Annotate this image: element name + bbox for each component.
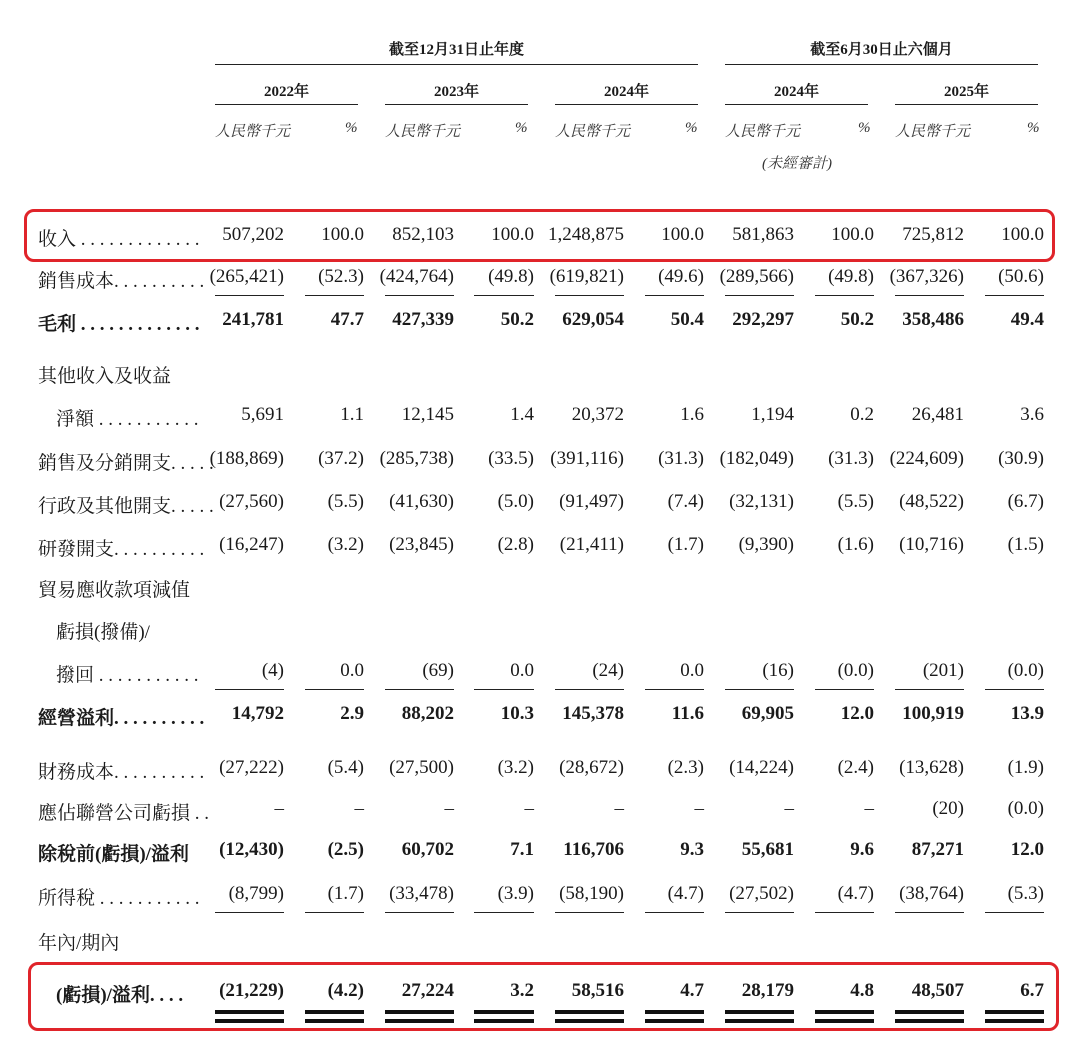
subtotal-rule — [815, 295, 874, 296]
year-underline — [385, 104, 528, 105]
amount-cell: 5,691 — [241, 404, 284, 425]
percent-cell: (7.4) — [667, 491, 704, 512]
subtotal-rule — [474, 912, 534, 913]
percent-cell: (6.7) — [1007, 491, 1044, 512]
amount-cell: (619,821) — [549, 266, 624, 287]
total-double-rule — [895, 1019, 964, 1027]
subtotal-rule — [215, 295, 284, 296]
year-underline — [725, 104, 868, 105]
subtotal-rule — [474, 295, 534, 296]
amount-cell: (24) — [592, 660, 624, 681]
amount-cell: 116,706 — [563, 839, 624, 860]
year-underline — [895, 104, 1038, 105]
total-double-rule — [645, 1010, 704, 1018]
amount-cell: (27,222) — [219, 757, 284, 778]
percent-cell: (0.0) — [837, 660, 874, 681]
total-double-rule — [555, 1010, 624, 1018]
percent-cell: 100.0 — [661, 224, 704, 245]
year-header: 2023年 — [433, 84, 479, 100]
amount-cell: 26,481 — [911, 404, 964, 425]
percent-cell: (3.2) — [327, 534, 364, 555]
percent-cell: – — [864, 798, 874, 819]
amount-cell: 427,339 — [392, 309, 454, 330]
row-label: 所得稅 . . . . . . . . . . . — [38, 888, 200, 909]
subtotal-rule — [215, 912, 284, 913]
unaudited-note: (未經審計) — [762, 156, 832, 172]
percent-cell: 50.2 — [840, 309, 874, 330]
total-double-rule — [555, 1019, 624, 1027]
amount-cell: (9,390) — [738, 534, 794, 555]
amount-cell: (12,430) — [219, 839, 284, 860]
unit-pct-label: % — [515, 120, 528, 136]
amount-cell: 241,781 — [222, 309, 284, 330]
amount-cell: (91,497) — [559, 491, 624, 512]
percent-cell: (2.3) — [667, 757, 704, 778]
percent-cell: (5.5) — [327, 491, 364, 512]
row-label: 研發開支. . . . . . . . . . — [38, 539, 205, 560]
amount-cell: (424,764) — [379, 266, 454, 287]
percent-cell: 9.6 — [850, 839, 874, 860]
subtotal-rule — [895, 295, 964, 296]
total-double-rule — [305, 1010, 364, 1018]
amount-cell: (13,628) — [899, 757, 964, 778]
amount-cell: (32,131) — [729, 491, 794, 512]
amount-cell: (28,672) — [559, 757, 624, 778]
percent-cell: 6.7 — [1020, 980, 1044, 1001]
amount-cell: – — [784, 798, 794, 819]
subtotal-rule — [645, 295, 704, 296]
amount-cell: (20) — [932, 798, 964, 819]
percent-cell: 100.0 — [1001, 224, 1044, 245]
row-label: 銷售及分銷開支. . . . . — [38, 453, 214, 474]
group-header-fiscal-year: 截至12月31日止年度 — [388, 42, 524, 58]
amount-cell: 28,179 — [741, 980, 794, 1001]
row-label: 收入 . . . . . . . . . . . . . — [38, 229, 200, 250]
subtotal-rule — [474, 689, 534, 690]
amount-cell: 581,863 — [732, 224, 794, 245]
unit-pct-label: % — [345, 120, 358, 136]
percent-cell: (0.0) — [1007, 660, 1044, 681]
row-label: 經營溢利. . . . . . . . . . — [38, 708, 205, 729]
amount-cell: (182,049) — [719, 448, 794, 469]
amount-cell: (27,500) — [389, 757, 454, 778]
percent-cell: (52.3) — [318, 266, 364, 287]
row-label: 除稅前(虧損)/溢利 — [38, 844, 189, 865]
total-double-rule — [815, 1010, 874, 1018]
percent-cell: (49.6) — [658, 266, 704, 287]
percent-cell: 7.1 — [510, 839, 534, 860]
percent-cell: 11.6 — [671, 703, 704, 724]
group-header-underline — [215, 64, 698, 65]
amount-cell: (27,502) — [729, 883, 794, 904]
amount-cell: 58,516 — [571, 980, 624, 1001]
percent-cell: (2.5) — [327, 839, 364, 860]
amount-cell: (27,560) — [219, 491, 284, 512]
percent-cell: (0.0) — [1007, 798, 1044, 819]
amount-cell: 629,054 — [562, 309, 624, 330]
subtotal-rule — [305, 689, 364, 690]
percent-cell: 0.0 — [510, 660, 534, 681]
subtotal-rule — [385, 689, 454, 690]
percent-cell: (5.3) — [1007, 883, 1044, 904]
total-double-rule — [385, 1010, 454, 1018]
amount-cell: 14,792 — [231, 703, 284, 724]
unit-pct-label: % — [1027, 120, 1040, 136]
amount-cell: (8,799) — [228, 883, 284, 904]
subtotal-rule — [985, 912, 1044, 913]
amount-cell: (21,411) — [559, 534, 624, 555]
subtotal-rule — [725, 295, 794, 296]
percent-cell: 100.0 — [321, 224, 364, 245]
percent-cell: 50.2 — [500, 309, 534, 330]
row-label: 淨額 . . . . . . . . . . . — [56, 409, 199, 430]
unit-rmb-label: 人民幣千元 — [895, 124, 971, 140]
total-double-rule — [725, 1010, 794, 1018]
amount-cell: (289,566) — [719, 266, 794, 287]
row-label: 貿易應收款項減值 — [38, 580, 191, 601]
amount-cell: (69) — [422, 660, 454, 681]
amount-cell: (201) — [922, 660, 964, 681]
subtotal-rule — [725, 912, 794, 913]
amount-cell: 88,202 — [401, 703, 454, 724]
percent-cell: 100.0 — [491, 224, 534, 245]
percent-cell: (49.8) — [488, 266, 534, 287]
amount-cell: 725,812 — [902, 224, 964, 245]
subtotal-rule — [985, 295, 1044, 296]
percent-cell: 0.0 — [680, 660, 704, 681]
percent-cell: 4.8 — [850, 980, 874, 1001]
amount-cell: (16) — [762, 660, 794, 681]
total-double-rule — [474, 1019, 534, 1027]
amount-cell: 100,919 — [902, 703, 964, 724]
total-double-rule — [305, 1019, 364, 1027]
percent-cell: (4.7) — [667, 883, 704, 904]
percent-cell: (4.7) — [837, 883, 874, 904]
amount-cell: (41,630) — [389, 491, 454, 512]
percent-cell: (3.2) — [497, 757, 534, 778]
subtotal-rule — [725, 689, 794, 690]
amount-cell: (16,247) — [219, 534, 284, 555]
total-double-rule — [215, 1010, 284, 1018]
total-double-rule — [474, 1010, 534, 1018]
percent-cell: 9.3 — [680, 839, 704, 860]
amount-cell: (48,522) — [899, 491, 964, 512]
row-label: 財務成本. . . . . . . . . . — [38, 762, 205, 783]
row-label: 銷售成本. . . . . . . . . . — [38, 271, 205, 292]
percent-cell: 50.4 — [670, 309, 704, 330]
amount-cell: 852,103 — [392, 224, 454, 245]
amount-cell: 69,905 — [741, 703, 794, 724]
unit-pct-label: % — [858, 120, 871, 136]
total-double-rule — [895, 1010, 964, 1018]
year-underline — [215, 104, 358, 105]
unit-rmb-label: 人民幣千元 — [385, 124, 461, 140]
percent-cell: (2.8) — [497, 534, 534, 555]
amount-cell: – — [444, 798, 454, 819]
row-label: 行政及其他開支. . . . . — [38, 496, 214, 517]
percent-cell: (49.8) — [828, 266, 874, 287]
subtotal-rule — [645, 689, 704, 690]
row-label: 虧損(撥備)/ — [56, 622, 150, 643]
percent-cell: (50.6) — [998, 266, 1044, 287]
amount-cell: (391,116) — [550, 448, 624, 469]
percent-cell: (31.3) — [828, 448, 874, 469]
percent-cell: – — [524, 798, 534, 819]
year-header: 2022年 — [263, 84, 309, 100]
amount-cell: (58,190) — [559, 883, 624, 904]
percent-cell: 1.4 — [510, 404, 534, 425]
subtotal-rule — [895, 912, 964, 913]
year-header: 2024年 — [603, 84, 649, 100]
percent-cell: (2.4) — [837, 757, 874, 778]
row-label: 其他收入及收益 — [38, 366, 172, 387]
percent-cell: 12.0 — [1010, 839, 1044, 860]
unit-pct-label: % — [685, 120, 698, 136]
amount-cell: (188,869) — [209, 448, 284, 469]
percent-cell: (3.9) — [497, 883, 534, 904]
amount-cell: 87,271 — [911, 839, 964, 860]
year-underline — [555, 104, 698, 105]
unit-rmb-label: 人民幣千元 — [215, 124, 291, 140]
total-double-rule — [815, 1019, 874, 1027]
percent-cell: (31.3) — [658, 448, 704, 469]
amount-cell: 292,297 — [732, 309, 794, 330]
percent-cell: (1.7) — [667, 534, 704, 555]
year-header: 2024年 — [773, 84, 819, 100]
row-label: (虧損)/溢利. . . . — [56, 985, 184, 1006]
subtotal-rule — [305, 295, 364, 296]
subtotal-rule — [985, 689, 1044, 690]
total-double-rule — [985, 1019, 1044, 1027]
percent-cell: 12.0 — [840, 703, 874, 724]
amount-cell: (23,845) — [389, 534, 454, 555]
percent-cell: 1.6 — [680, 404, 704, 425]
amount-cell: 27,224 — [401, 980, 454, 1001]
amount-cell: (10,716) — [899, 534, 964, 555]
group-header-underline — [725, 64, 1038, 65]
amount-cell: – — [274, 798, 284, 819]
subtotal-rule — [555, 912, 624, 913]
percent-cell: 1.1 — [340, 404, 364, 425]
amount-cell: 48,507 — [911, 980, 964, 1001]
percent-cell: (37.2) — [318, 448, 364, 469]
percent-cell: 10.3 — [500, 703, 534, 724]
subtotal-rule — [815, 912, 874, 913]
percent-cell: 49.4 — [1010, 309, 1044, 330]
amount-cell: 12,145 — [401, 404, 454, 425]
amount-cell: 358,486 — [902, 309, 964, 330]
subtotal-rule — [645, 912, 704, 913]
percent-cell: (33.5) — [488, 448, 534, 469]
total-double-rule — [725, 1019, 794, 1027]
amount-cell: 145,378 — [562, 703, 624, 724]
amount-cell: 20,372 — [571, 404, 624, 425]
amount-cell: 1,194 — [751, 404, 794, 425]
percent-cell: – — [694, 798, 704, 819]
year-header: 2025年 — [943, 84, 989, 100]
percent-cell: 47.7 — [330, 309, 364, 330]
percent-cell: 3.6 — [1020, 404, 1044, 425]
amount-cell: (285,738) — [379, 448, 454, 469]
group-header-six-months: 截至6月30日止六個月 — [810, 42, 953, 58]
subtotal-rule — [555, 689, 624, 690]
percent-cell: (1.5) — [1007, 534, 1044, 555]
row-label: 撥回 . . . . . . . . . . . — [56, 665, 199, 686]
unit-rmb-label: 人民幣千元 — [555, 124, 631, 140]
amount-cell: – — [614, 798, 624, 819]
subtotal-rule — [385, 295, 454, 296]
row-label: 年內/期內 — [38, 933, 120, 954]
amount-cell: (367,326) — [889, 266, 964, 287]
amount-cell: 60,702 — [401, 839, 454, 860]
percent-cell: 100.0 — [831, 224, 874, 245]
percent-cell: – — [354, 798, 364, 819]
percent-cell: (1.9) — [1007, 757, 1044, 778]
percent-cell: (5.0) — [497, 491, 534, 512]
unit-rmb-label: 人民幣千元 — [725, 124, 801, 140]
percent-cell: (30.9) — [998, 448, 1044, 469]
percent-cell: (1.6) — [837, 534, 874, 555]
percent-cell: 0.2 — [850, 404, 874, 425]
total-double-rule — [645, 1019, 704, 1027]
amount-cell: (224,609) — [889, 448, 964, 469]
amount-cell: 1,248,875 — [548, 224, 624, 245]
percent-cell: (1.7) — [327, 883, 364, 904]
amount-cell: (38,764) — [899, 883, 964, 904]
percent-cell: (5.5) — [837, 491, 874, 512]
percent-cell: 3.2 — [510, 980, 534, 1001]
percent-cell: 13.9 — [1010, 703, 1044, 724]
subtotal-rule — [215, 689, 284, 690]
row-label: 毛利 . . . . . . . . . . . . . — [38, 314, 200, 335]
amount-cell: (4) — [261, 660, 284, 681]
subtotal-rule — [895, 689, 964, 690]
amount-cell: (14,224) — [729, 757, 794, 778]
percent-cell: (4.2) — [327, 980, 364, 1001]
amount-cell: (21,229) — [219, 980, 284, 1001]
amount-cell: (265,421) — [209, 266, 284, 287]
percent-cell: 2.9 — [340, 703, 364, 724]
total-double-rule — [215, 1019, 284, 1027]
total-double-rule — [385, 1019, 454, 1027]
percent-cell: 0.0 — [340, 660, 364, 681]
total-double-rule — [985, 1010, 1044, 1018]
subtotal-rule — [305, 912, 364, 913]
amount-cell: 55,681 — [741, 839, 794, 860]
subtotal-rule — [385, 912, 454, 913]
amount-cell: (33,478) — [389, 883, 454, 904]
row-label: 應佔聯營公司虧損 . . — [38, 803, 210, 824]
subtotal-rule — [555, 295, 624, 296]
subtotal-rule — [815, 689, 874, 690]
percent-cell: 4.7 — [680, 980, 704, 1001]
amount-cell: 507,202 — [222, 224, 284, 245]
percent-cell: (5.4) — [327, 757, 364, 778]
